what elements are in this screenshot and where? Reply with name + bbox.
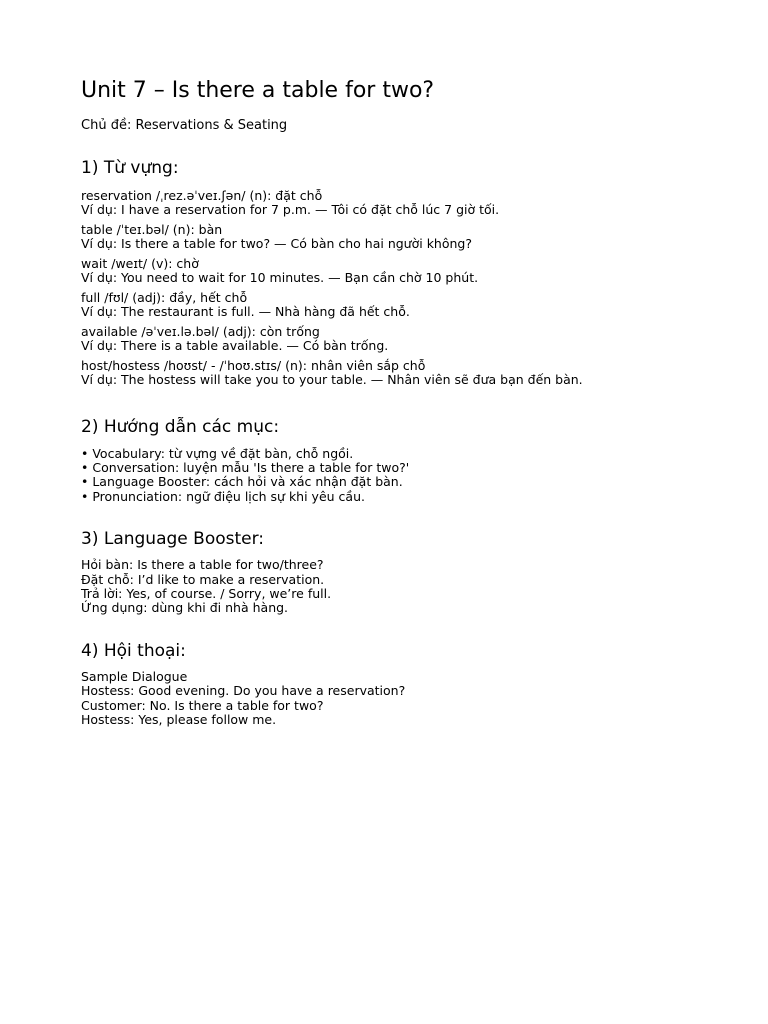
booster-line: Đặt chỗ: I’d like to make a reservation.: [81, 572, 325, 587]
vocab-term: wait /weɪt/ (v): chờ: [81, 256, 199, 271]
dialogue-line: Customer: No. Is there a table for two?: [81, 698, 324, 713]
dialogue-line: Hostess: Good evening. Do you have a reservation?: [81, 683, 406, 698]
booster-line: Trả lời: Yes, of course. / Sorry, we’re full.: [81, 586, 332, 601]
dialogue-line: Sample Dialogue: [81, 669, 188, 684]
section-heading-dialogue: 4) Hội thoại:: [81, 641, 186, 661]
booster-line: Hỏi bàn: Is there a table for two/three?: [81, 557, 324, 572]
vocab-example: Ví dụ: The restaurant is full. — Nhà hàng đã hết chỗ.: [81, 304, 410, 319]
vocab-example: Ví dụ: The hostess will take you to your table. — Nhân viên sẽ đưa bạn đến bàn.: [81, 372, 583, 387]
vocab-example: Ví dụ: Is there a table for two? — Có bàn cho hai người không?: [81, 236, 472, 251]
vocab-term: full /fʊl/ (adj): đầy, hết chỗ: [81, 290, 248, 305]
guide-list-item: • Conversation: luyện mẫu 'Is there a table for two?': [81, 460, 410, 475]
section-heading-vocabulary: 1) Từ vựng:: [81, 158, 179, 178]
dialogue-line: Hostess: Yes, please follow me.: [81, 712, 277, 727]
page-subtitle: Chủ đề: Reservations & Seating: [81, 118, 288, 133]
vocab-term: host/hostess /hoʊst/ - /ˈhoʊ.stɪs/ (n): nhân viên sắp chỗ: [81, 358, 426, 373]
guide-list-item: • Language Booster: cách hỏi và xác nhận đặt bàn.: [81, 474, 403, 489]
vocab-term: table /ˈteɪ.bəl/ (n): bàn: [81, 222, 223, 237]
vocab-example: Ví dụ: I have a reservation for 7 p.m. — Tôi có đặt chỗ lúc 7 giờ tối.: [81, 202, 500, 217]
vocab-example: Ví dụ: There is a table available. — Có bàn trống.: [81, 338, 389, 353]
section-heading-guide: 2) Hướng dẫn các mục:: [81, 417, 280, 437]
booster-line: Ứng dụng: dùng khi đi nhà hàng.: [81, 600, 289, 615]
vocab-term: reservation /ˌrez.əˈveɪ.ʃən/ (n): đặt chỗ: [81, 188, 323, 203]
section-heading-booster: 3) Language Booster:: [81, 529, 265, 549]
guide-list-item: • Vocabulary: từ vựng về đặt bàn, chỗ ngồi.: [81, 446, 354, 461]
vocab-term: available /əˈveɪ.lə.bəl/ (adj): còn trống: [81, 324, 320, 339]
guide-list-item: • Pronunciation: ngữ điệu lịch sự khi yêu cầu.: [81, 489, 365, 504]
page-title: Unit 7 – Is there a table for two?: [81, 78, 435, 103]
vocab-example: Ví dụ: You need to wait for 10 minutes. — Bạn cần chờ 10 phút.: [81, 270, 479, 285]
